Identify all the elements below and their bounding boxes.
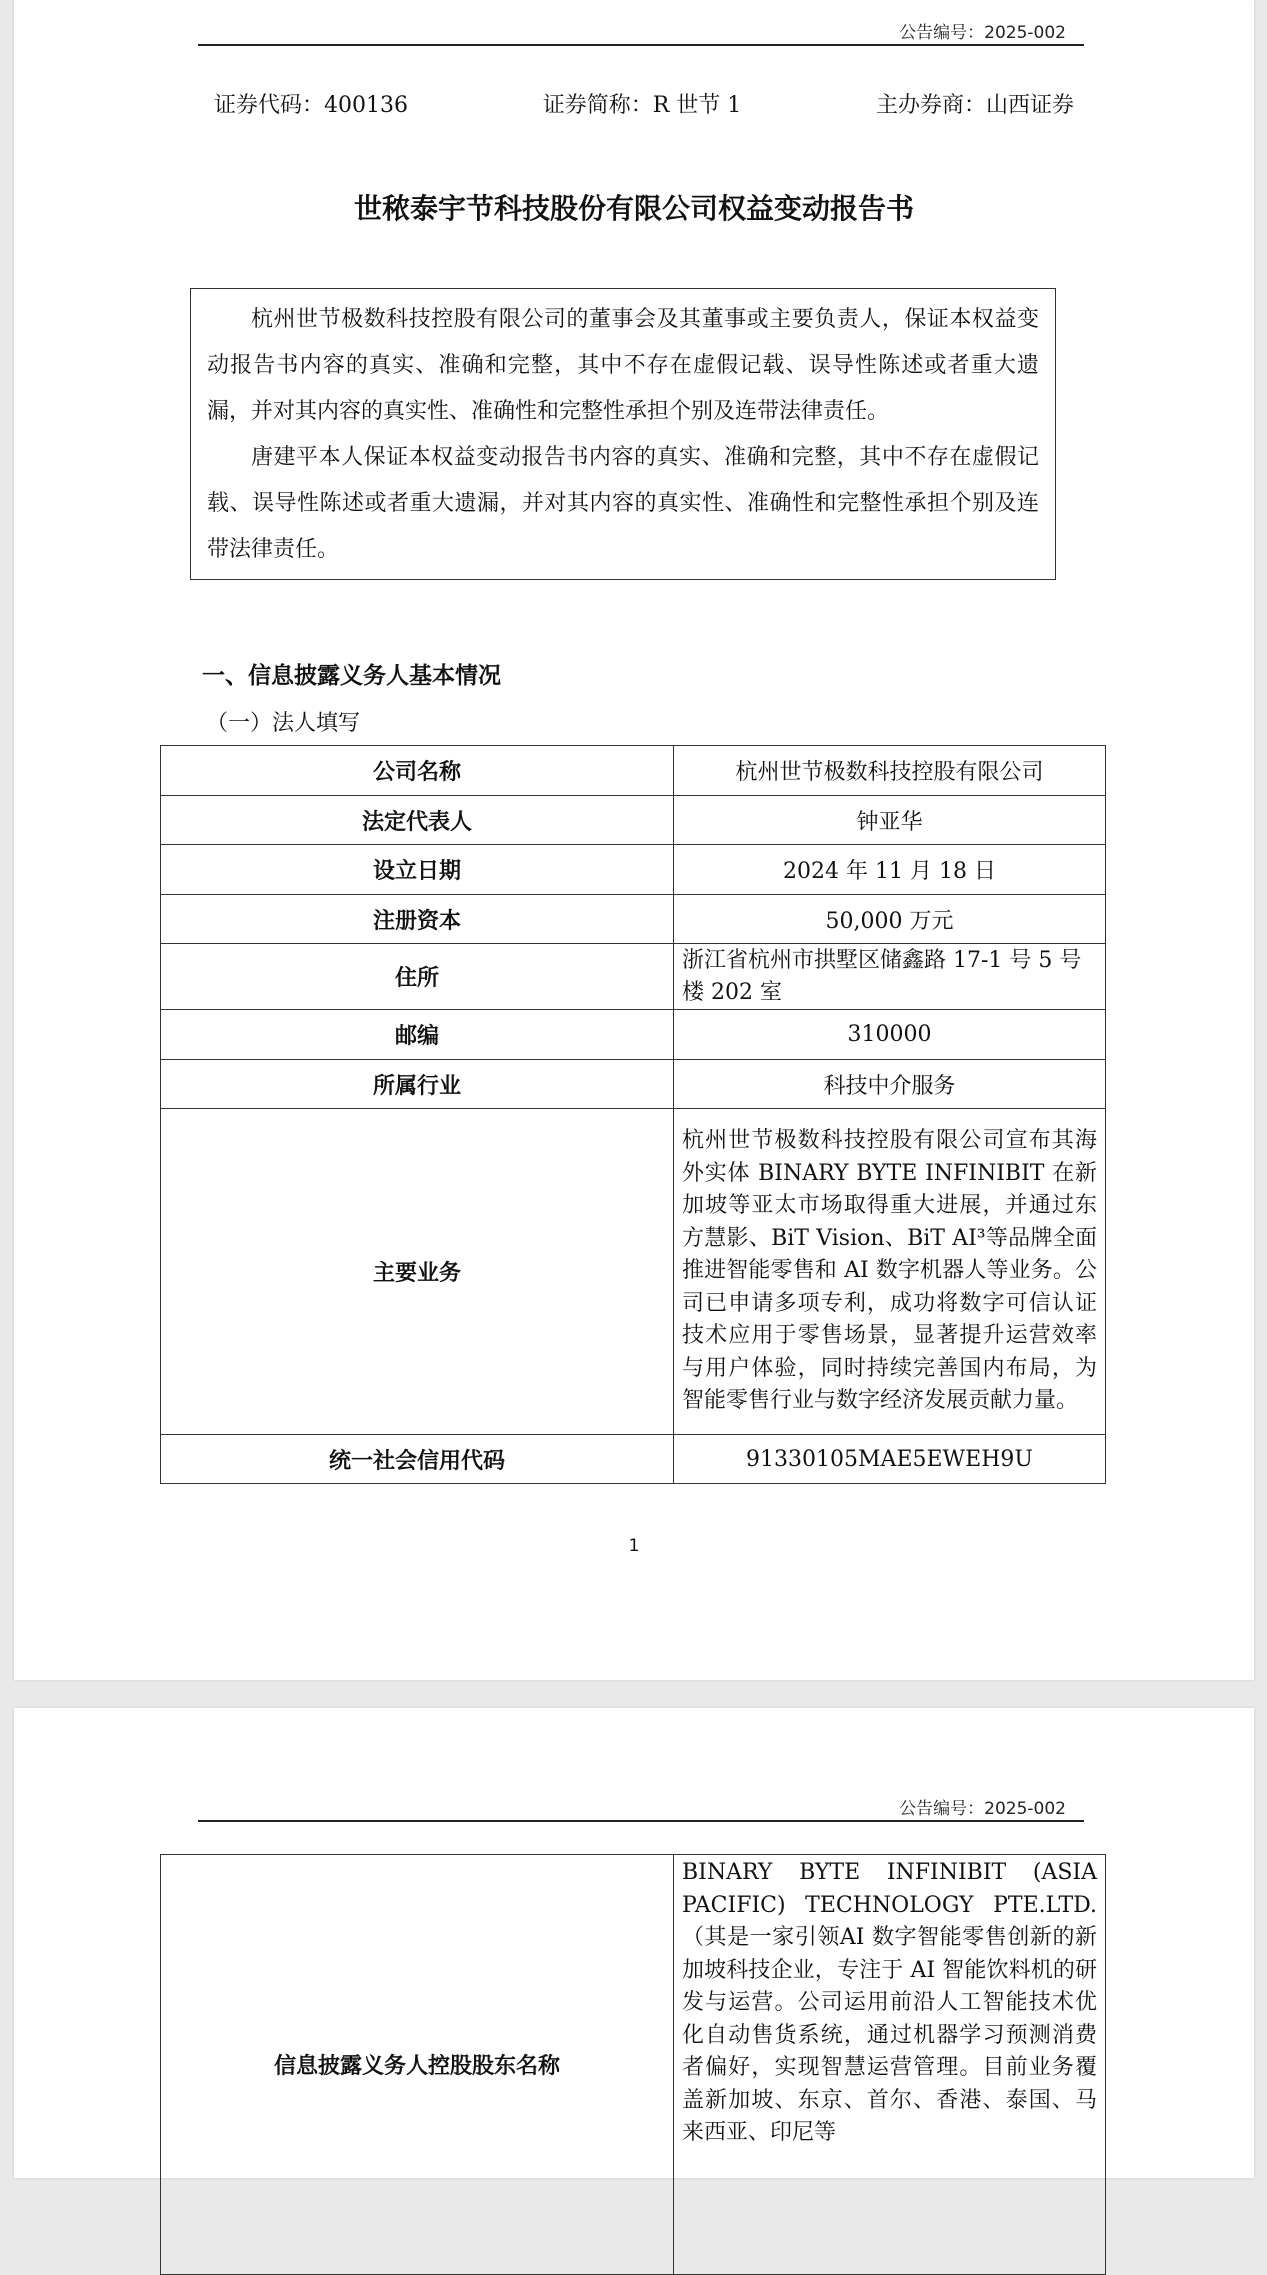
- securities-info-line: [214, 88, 1074, 119]
- row-value: 50,000 万元: [674, 895, 1106, 944]
- table-row: [161, 1109, 1106, 1435]
- row-label: 主要业务: [161, 1109, 674, 1435]
- row-value: 91330105MAE5EWEH9U: [674, 1435, 1106, 1484]
- table-row: [161, 1010, 1106, 1060]
- table-row: [161, 944, 1106, 1010]
- row-label: 统一社会信用代码: [161, 1435, 674, 1484]
- row-label: 注册资本: [161, 895, 674, 944]
- table-row: [161, 796, 1106, 845]
- row-label: 法定代表人: [161, 796, 674, 845]
- row-label: 邮编: [161, 1010, 674, 1060]
- securities-code: 证券代码：400136: [214, 93, 408, 118]
- row-value: 科技中介服务: [674, 1060, 1106, 1109]
- header-rule: [198, 44, 1084, 46]
- securities-short-name: 证券简称：R 世节 1: [542, 93, 742, 118]
- disclaimer-paragraph-1: 杭州世节极数科技控股有限公司的董事会及其董事或主要负责人，保证本权益变动报告书内容的真实、准确和完整，其中不存在虚假记载、误导性陈述或者重大遗漏，并对其内容的真实性、准确性和完整性承担个别及连带法律责任。: [207, 307, 1039, 424]
- announcement-number: 公告编号：2025-002: [899, 1799, 1066, 1819]
- sponsor-broker: 主办券商：山西证券: [875, 93, 1074, 118]
- row-label: 住所: [161, 944, 674, 1010]
- row-label: 设立日期: [161, 845, 674, 895]
- controlling-shareholder-table: [160, 1854, 1106, 2275]
- subsection-heading: （一）法人填写: [206, 711, 361, 736]
- header-rule: [198, 1820, 1084, 1822]
- row-label: 公司名称: [161, 746, 674, 796]
- document-title: 世秾泰宇节科技股份有限公司权益变动报告书: [353, 192, 914, 225]
- section-heading: 一、信息披露义务人基本情况: [202, 663, 501, 689]
- row-label: 信息披露义务人控股股东名称: [161, 1855, 674, 2275]
- table-row: [161, 746, 1106, 796]
- table-row: [161, 1435, 1106, 1484]
- disclaimer-paragraph-2: 唐建平本人保证本权益变动报告书内容的真实、准确和完整，其中不存在虚假记载、误导性陈述或者重大遗漏，并对其内容的真实性、准确性和完整性承担个别及连带法律责任。: [207, 445, 1039, 562]
- row-value: 钟亚华: [674, 796, 1106, 845]
- table-row: [161, 845, 1106, 895]
- document-page-2: [14, 1708, 1254, 2178]
- document-page-1: [14, 0, 1254, 1680]
- row-value: 杭州世节极数科技控股有限公司: [674, 746, 1106, 796]
- legal-entity-info-table: [160, 745, 1106, 1484]
- row-label: 所属行业: [161, 1060, 674, 1109]
- table-row: [161, 895, 1106, 944]
- row-value: 2024 年 11 月 18 日: [674, 845, 1106, 895]
- row-value: 310000: [674, 1010, 1106, 1060]
- table-row: [161, 1060, 1106, 1109]
- row-value: BINARY BYTE INFINIBIT (ASIA PACIFIC) TECHNOLOGY PTE.LTD.（其是一家引领AI 数字智能零售创新的新加坡科技企业，专注于 AI 智能饮料机的研发与运营。公司运用前沿人工智能技术优化自动售货系统，通过机器学习预测消费者偏好，实现智慧运营管理。目前业务覆盖新加坡、东京、首尔、香港、泰国、马来西亚、印尼等: [674, 1855, 1106, 2275]
- disclaimer-box: [190, 288, 1056, 580]
- table-row: [161, 1855, 1106, 2275]
- row-value: 浙江省杭州市拱墅区储鑫路 17-1 号 5 号楼 202 室: [674, 944, 1106, 1010]
- announcement-number: 公告编号：2025-002: [899, 23, 1066, 43]
- row-value: 杭州世节极数科技控股有限公司宣布其海外实体 BINARY BYTE INFINIBIT 在新加坡等亚太市场取得重大进展，并通过东方慧影、BiT Vision、BiT AI³等品牌全面推进智能零售和 AI 数字机器人等业务。公司已申请多项专利，成功将数字可信认证技术应用于零售场景，显著提升运营效率与用户体验，同时持续完善国内布局，为智能零售行业与数字经济发展贡献力量。: [674, 1109, 1106, 1435]
- page-number: 1: [628, 1536, 640, 1556]
